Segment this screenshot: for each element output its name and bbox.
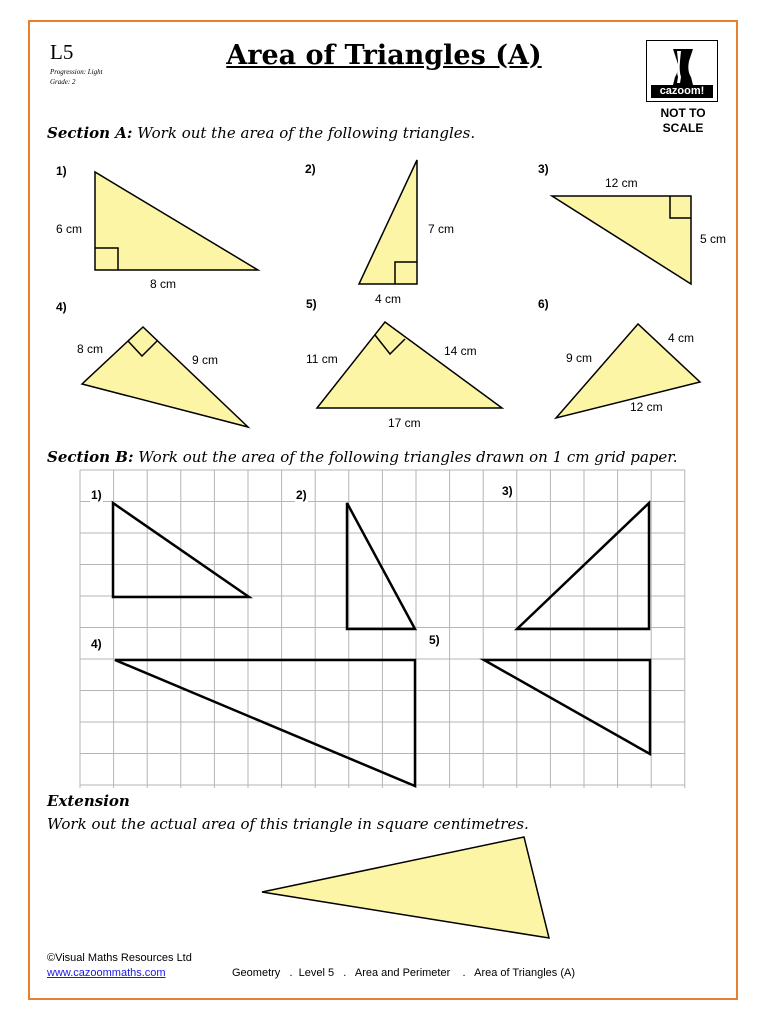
problem-a5-left-label: 11 cm — [306, 352, 338, 366]
not-to-scale-line2: SCALE — [662, 121, 704, 135]
extension-title: Extension — [47, 792, 130, 810]
problem-b4-number: 4) — [91, 637, 102, 651]
problem-a5-number: 5) — [306, 297, 317, 311]
not-to-scale-line1: NOT TO — [660, 106, 706, 120]
problem-a3-side-label: 5 cm — [700, 232, 727, 246]
footer-website-link[interactable]: www.cazoommaths.com — [47, 967, 166, 979]
section-b-instruction: Work out the area of the following triangles drawn on 1 cm grid paper. — [138, 448, 678, 466]
problem-a6-top-label: 4 cm — [668, 331, 695, 345]
progression-label: Progression: Light — [50, 68, 103, 76]
logo-text: cazoom! — [651, 85, 713, 98]
grade-label: Grade: 2 — [50, 78, 76, 86]
problem-b2-number: 2) — [296, 488, 307, 502]
section-b-label: Section B: — [47, 448, 134, 466]
footer-copyright: ©Visual Maths Resources Ltd — [47, 952, 192, 964]
level-label: L5 — [50, 40, 74, 64]
extension-instruction: Work out the actual area of this triangle in square centimetres. — [47, 815, 529, 833]
problem-a1-number: 1) — [56, 164, 67, 178]
problem-a6-left-label: 9 cm — [566, 351, 593, 365]
section-a-instruction: Work out the area of the following triangles. — [137, 124, 476, 142]
problem-a6-number: 6) — [538, 297, 549, 311]
problem-b3-number: 3) — [502, 484, 513, 498]
problem-a3-top-label: 12 cm — [605, 176, 638, 190]
problem-b5-number: 5) — [429, 633, 440, 647]
problem-a2-number: 2) — [305, 162, 316, 176]
problem-a6-bottom-label: 12 cm — [630, 400, 663, 414]
page-title: Area of Triangles (A) — [226, 40, 542, 71]
problem-b1-number: 1) — [91, 488, 102, 502]
problem-a5-base-label: 17 cm — [388, 416, 421, 430]
problem-a4-right-label: 9 cm — [192, 353, 219, 367]
problem-a1-base-label: 8 cm — [150, 277, 177, 291]
problem-a5-right-label: 14 cm — [444, 344, 477, 358]
problem-a4-left-label: 8 cm — [77, 342, 104, 356]
problem-a3-number: 3) — [538, 162, 549, 176]
footer-breadcrumb: Geometry . Level 5 . Area and Perimeter . Area of Triangles (A) — [232, 967, 575, 979]
extension-triangle — [262, 837, 549, 938]
problem-a4-number: 4) — [56, 300, 67, 314]
problem-a1-side-label: 6 cm — [56, 222, 83, 236]
section-a-label: Section A: — [47, 124, 133, 142]
problem-a2-side-label: 7 cm — [428, 222, 455, 236]
problem-a2-base-label: 4 cm — [375, 292, 402, 306]
